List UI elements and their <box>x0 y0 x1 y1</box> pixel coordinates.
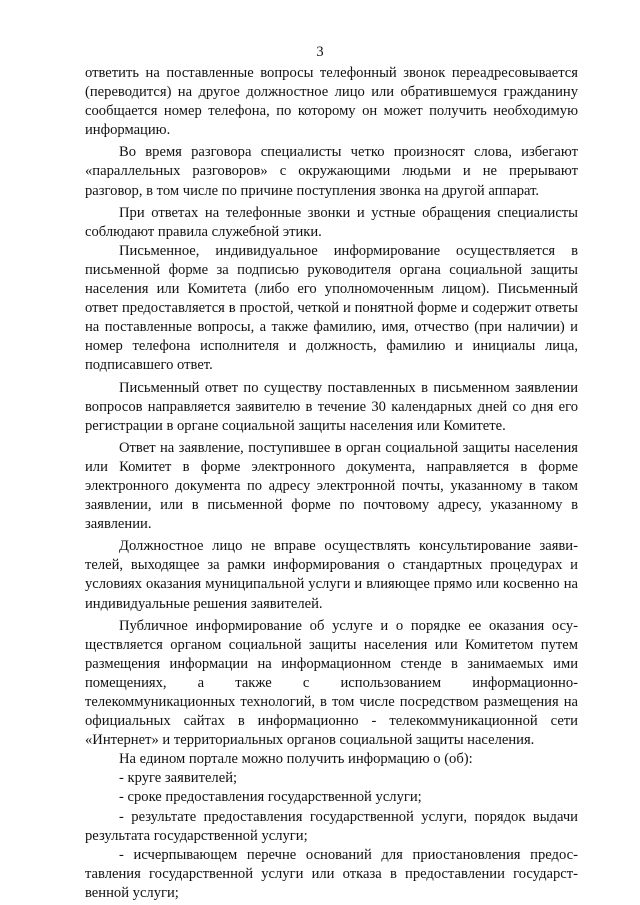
list-item-applicants: - круге заявителей; <box>119 770 238 787</box>
paragraph-conversation-rules: Во время разговора специалисты четко произносят слова, избегают «параллельных разговоров» с окружающими людьми и не прерывают разговор, в том числе по причине поступления звонка на другой аппарат. <box>85 144 578 199</box>
document-body <box>85 64 578 903</box>
list-item-service-term: - сроке предоставления государственной услуги; <box>119 789 422 806</box>
paragraph-consulting-limits: Должностное лицо не вправе осуществлять консультирование заявителей, выходящее за рамки информирования о стандартных процедурах и условиях оказания муниципальной услуги и влияющее прямо или косвенно на индивидуальные решения заявителей. <box>85 538 578 612</box>
list-item-suspension-grounds: - исчерпывающем перечне оснований для приостановления предоставления государственной услуги или отказа в предоставлении государственной услуги; <box>85 846 578 901</box>
paragraph-public-informing: Публичное информирование об услуге и о порядке ее оказания осуществляется органом социальной защиты населения или Комитетом путем размещения информации на информационном стенде в занимаемых ими помещениях, а также с использованием информационно-телекоммуникационных технологий, в том числе посредством размещения на официальных сайтах в информационно - телекоммуникационной сети «Интернет» и территориальных органов социальной защиты населения. <box>85 617 578 749</box>
paragraph-written-informing: Письменное, индивидуальное информирование осуществляется в письменной форме за подписью руководителя органа социальной защиты населения или Комитета (либо его уполномоченным лицом). Письменный ответ предоставляется в простой, четкой и понятной форме и содержит ответы на поставленные вопросы, а также фамилию, имя, отчество (при наличии) и номер телефона исполнителя и должность, фамилию и инициалы лица, подписавшего ответ. <box>85 242 578 374</box>
paragraph-electronic-answer: Ответ на заявление, поступившее в орган социальной защиты населения или Комитет в форме электронного документа, направляется в форме электронного документа по адресу электронной почты, указанному в таком заявлении, или в письменной форме по почтовому адресу, указанному в заявлении. <box>85 439 578 533</box>
paragraph-unified-portal: На едином портале можно получить информацию о (об): <box>119 751 473 768</box>
paragraph-call-redirect: ответить на поставленные вопросы телефонный звонок переадресовывается (переводится) на другое должностное лицо или обратившемуся гражданину сообщается номер телефона, по которому он может получить необходимую информацию. <box>85 65 578 139</box>
paragraph-written-answer-deadline: Письменный ответ по существу поставленных в письменном заявлении вопросов направляется заявителю в течение 30 календарных дней со дня его регистрации в органе социальной защиты населения или Комитете. <box>85 379 578 434</box>
paragraph-service-ethics: При ответах на телефонные звонки и устные обращения специалисты соблюдают правила служебной этики. <box>85 204 578 240</box>
list-item-service-result: - результате предоставления государственной услуги, порядок выдачи результата государственной услуги; <box>85 808 578 844</box>
page-number: 3 <box>316 44 324 60</box>
